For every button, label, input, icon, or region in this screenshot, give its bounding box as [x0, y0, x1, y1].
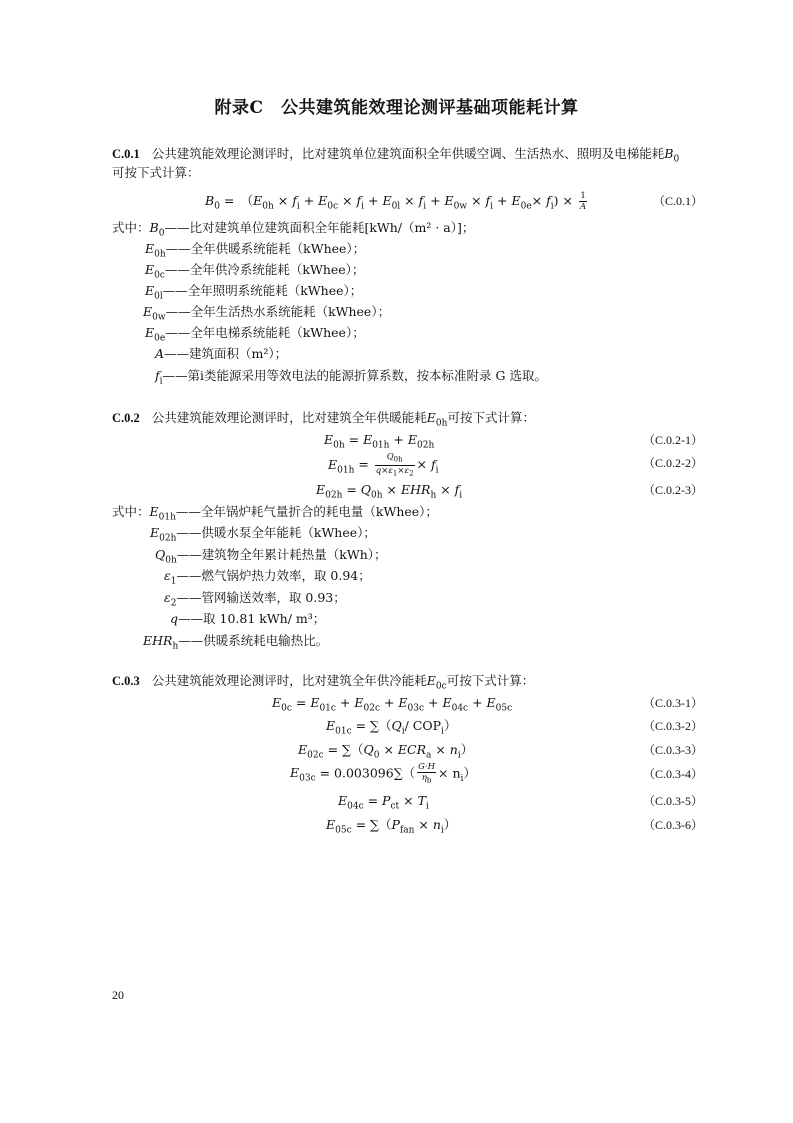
eq-number-c03-3: （C.0.3-3） — [642, 743, 703, 757]
appendix-title: 附录C 公共建筑能效理论测评基础项能耗计算 — [214, 98, 579, 118]
c02-def-5: q——取 10.81 kWh/ m³； — [170, 611, 326, 626]
c02-def-2: $Q_{0h}——$建筑物全年累计耗热量（kWh）； — [155, 547, 387, 566]
c01-text1: 公共建筑能效理论测评时，比对建筑单位建筑面积全年供暖空调、生活热水、照明及电梯能耗 — [151, 146, 665, 161]
c01-def-3: $E_{0l}——$全年照明系统能耗（kWhee）； — [145, 283, 363, 302]
eq-number-c01: （C.0.1） — [652, 194, 703, 208]
c02-def-1: $E_{02h}——$供暖水泵全年能耗（kWhee）； — [150, 525, 376, 544]
eq-number-c03-6: （C.0.3-6） — [642, 818, 703, 832]
eq-number-c03-5: （C.0.3-5） — [642, 794, 703, 808]
eq-number-c02-1: （C.0.2-1） — [642, 433, 703, 447]
equation-c03-3: $E_{02c} = \sum(Q_0 \times ECR_a \times n_i)$ — [298, 742, 474, 761]
page-number: 20 — [112, 988, 124, 1002]
c01-b0-symbol: $B_0$ — [664, 146, 680, 165]
c01-def-2: $E_{0c}——$全年供冷系统能耗（kWhee）； — [145, 262, 365, 281]
equation-c03-5: $E_{04c} = P_{ct} \times T_i$ — [338, 793, 429, 812]
equation-c02-3: $E_{02h} = Q_{0h} \times EHR_h \times f_i$ — [316, 482, 463, 501]
eq-number-c03-4: （C.0.3-4） — [642, 767, 703, 781]
eq-number-c03-1: （C.0.3-1） — [642, 696, 703, 710]
c02-def-3: $\varepsilon_1——$燃气锅炉热力效率，取 0.94； — [164, 568, 371, 587]
c01-def-1: $E_{0h}——$全年供暖系统能耗（kWhee）； — [145, 241, 366, 260]
c03-intro-line: C.0.3 公共建筑能效理论测评时，比对建筑全年供冷能耗$E_{0c}$可按下式计算： — [112, 673, 535, 692]
c02-def-0: 式中：$E_{01h}——$全年锅炉耗气量折合的耗电量（kWhee）； — [112, 504, 438, 523]
equation-c03-1: $E_{0c} = E_{01c} + E_{02c} + E_{03c} + E_{04c} + E_{05c}$ — [272, 695, 513, 714]
c01-def-6: A——建筑面积（m²）； — [155, 346, 288, 361]
c01-text2: 可按下式计算： — [112, 165, 200, 180]
c01-def-0: 式中：$B_0——$比对建筑单位建筑面积全年能耗[kWh/（m² · a）]； — [112, 220, 475, 239]
c02-intro-line: C.0.2 公共建筑能效理论测评时，比对建筑全年供暖能耗$E_{0h}$可按下式计算： — [112, 410, 535, 429]
c01-def-4: $E_{0w}——$全年生活热水系统能耗（kWhee）； — [143, 304, 391, 323]
equation-c02-2: $E_{01h}$ = $\frac{Q_{0h}}{q\times\varepsilon_1\times\varepsilon_2}$ × $f_i$ — [328, 452, 439, 478]
equation-c03-2: $E_{01c} = \sum(Q_i/$ $COP_i$） — [326, 718, 457, 737]
c01-def-5: $E_{0e}——$全年电梯系统能耗（kWhee）； — [145, 325, 365, 344]
equation-c03-4: $E_{03c} = 0.003096\sum$（ $\frac{G\cdot H}{\eta_b}$ × $n_i$） — [290, 762, 476, 785]
equation-c01: $B_0$ = $(E_{0h} \times f_i + E_{0c} \times f_i + E_{0l} \times f_i + E_{0w} \times f_i + E_{0e}\times f_i)$ × $\frac{1}{A}$ — [205, 191, 587, 212]
section-label-c01: C.0.1 — [112, 147, 140, 161]
section-label-c03: C.0.3 — [112, 674, 140, 688]
eq-number-c03-2: （C.0.3-2） — [642, 719, 703, 733]
eq-number-c02-3: （C.0.2-3） — [642, 483, 703, 497]
equation-c02-1: $E_{0h} = E_{01h} + E_{02h}$ — [324, 432, 435, 451]
equation-c03-6: $E_{05c} = \sum(P_{fan} \times n_i)$ — [326, 817, 457, 836]
c02-def-4: $\varepsilon_2——$管网输送效率，取 0.93； — [164, 590, 346, 609]
where-label: 式中： — [112, 220, 150, 235]
c02-def-6: $EHR_h——$供暖系统耗电输热比。 — [143, 633, 329, 652]
eq-number-c02-2: （C.0.2-2） — [642, 456, 703, 470]
section-label-c02: C.0.2 — [112, 411, 140, 425]
c01-def-7: $f_i——$第i类能源采用等效电法的能源折算系数，按本标准附录 G 选取。 — [155, 368, 547, 387]
